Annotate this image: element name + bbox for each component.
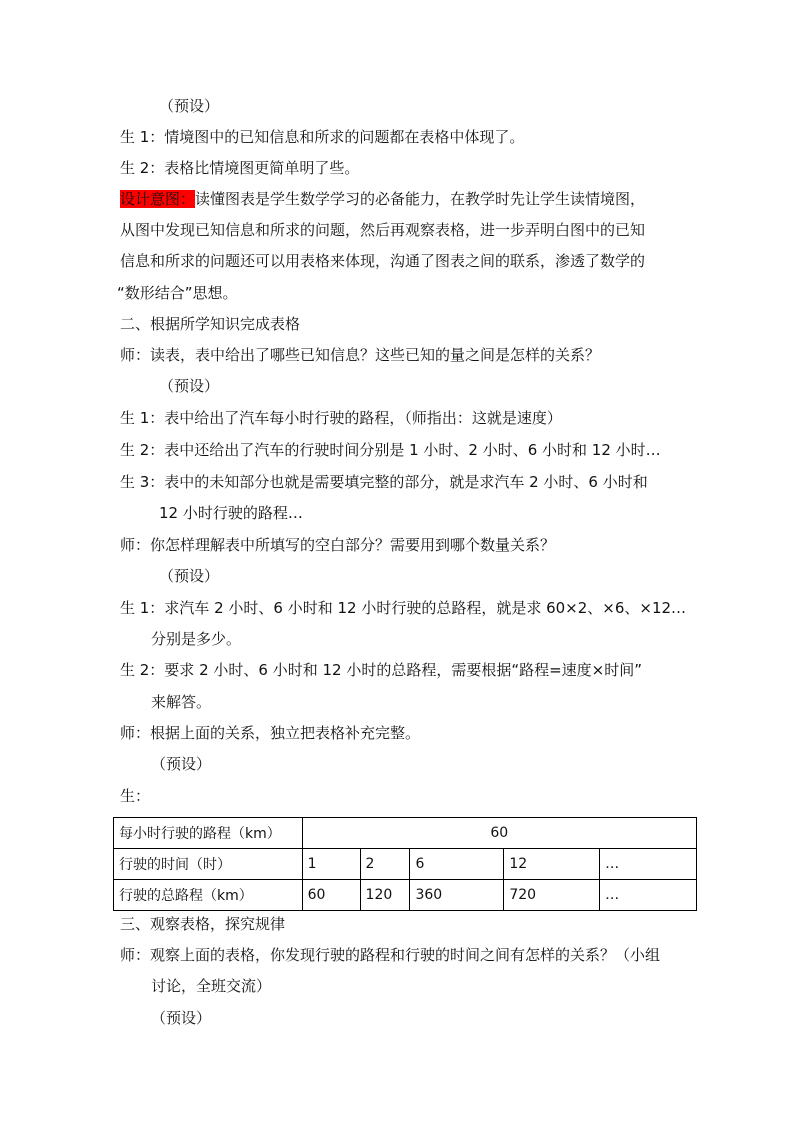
table-cell-label: 行驶的时间（时） (114, 849, 303, 880)
table-cell: 6 (410, 849, 504, 880)
table-row (114, 818, 697, 849)
preset-label: （预设） (151, 755, 212, 773)
table-cell: 1 (302, 849, 360, 880)
table-cell: 60 (302, 880, 360, 911)
table-cell: … (600, 880, 697, 911)
teacher-question: 师：观察上面的表格，你发现行驶的路程和行驶的时间之间有怎样的关系？（小组 (120, 946, 661, 964)
paragraph-line: “数形结合”思想。 (117, 284, 238, 302)
table-cell-label: 行驶的总路程（km） (114, 880, 303, 911)
teacher-instruction: 师：根据上面的关系，独立把表格补充完整。 (120, 724, 421, 742)
student2-answer: 生 2：要求 2 小时、6 小时和 12 小时的总路程，需要根据“路程=速度×时间” (120, 661, 643, 679)
student1-answer: 生 1：表中给出了汽车每小时行驶的路程，（师指出：这就是速度） (120, 409, 562, 427)
student-label: 生： (120, 787, 151, 805)
preset-label: （预设） (159, 97, 220, 115)
section-heading-3: 三、观察表格，探究规律 (120, 915, 286, 933)
table-cell: 2 (360, 849, 410, 880)
student3-answer: 生 3：表中的未知部分也就是需要填完整的部分，就是求汽车 2 小时、6 小时和 (120, 473, 648, 491)
student2-answer: 生 2：表格比情境图更简单明了些。 (120, 159, 360, 177)
table-row (114, 849, 697, 880)
table-cell: 360 (410, 880, 504, 911)
preset-label: （预设） (159, 377, 220, 395)
table-cell: … (600, 849, 697, 880)
section-heading-2: 二、根据所学知识完成表格 (120, 315, 301, 333)
student1-answer: 生 1：求汽车 2 小时、6 小时和 12 小时行驶的总路程，就是求 60×2、×6、×12… (120, 599, 687, 617)
student3-answer-cont: 12 小时行驶的路程… (159, 504, 303, 522)
table-cell: 120 (360, 880, 410, 911)
preset-label: （预设） (151, 1009, 212, 1027)
table-cell-label: 每小时行驶的路程（km） (114, 818, 303, 849)
teacher-question: 师：读表，表中给出了哪些已知信息？这些已知的量之间是怎样的关系？ (120, 346, 601, 364)
design-intent-label: 设计意图： (120, 190, 196, 208)
paragraph-line: 信息和所求的问题还可以用表格来体现，沟通了图表之间的联系，渗透了数学的 (120, 252, 646, 270)
table-cell-speed: 60 (302, 818, 696, 849)
student2-answer-cont: 来解答。 (151, 693, 212, 711)
table-cell: 12 (504, 849, 600, 880)
student1-answer-cont: 分别是多少。 (151, 630, 242, 648)
table-cell: 720 (504, 880, 600, 911)
teacher-question: 师：你怎样理解表中所填写的空白部分？需要用到哪个数量关系？ (120, 536, 556, 554)
student2-answer: 生 2：表中还给出了汽车的行驶时间分别是 1 小时、2 小时、6 小时和 12 小时… (120, 441, 661, 459)
preset-label: （预设） (159, 567, 220, 585)
design-intent-line (120, 189, 645, 209)
table-row (114, 880, 697, 911)
paragraph-line: 从图中发现已知信息和所求的问题，然后再观察表格，进一步弄明白图中的已知 (120, 221, 646, 239)
speed-time-distance-table (113, 817, 697, 911)
student1-answer: 生 1：情境图中的已知信息和所求的问题都在表格中体现了。 (120, 128, 525, 146)
design-intent-text: 读懂图表是学生数学学习的必备能力，在教学时先让学生读情境图， (195, 190, 646, 208)
teacher-question-cont: 讨论，全班交流） (151, 977, 272, 995)
